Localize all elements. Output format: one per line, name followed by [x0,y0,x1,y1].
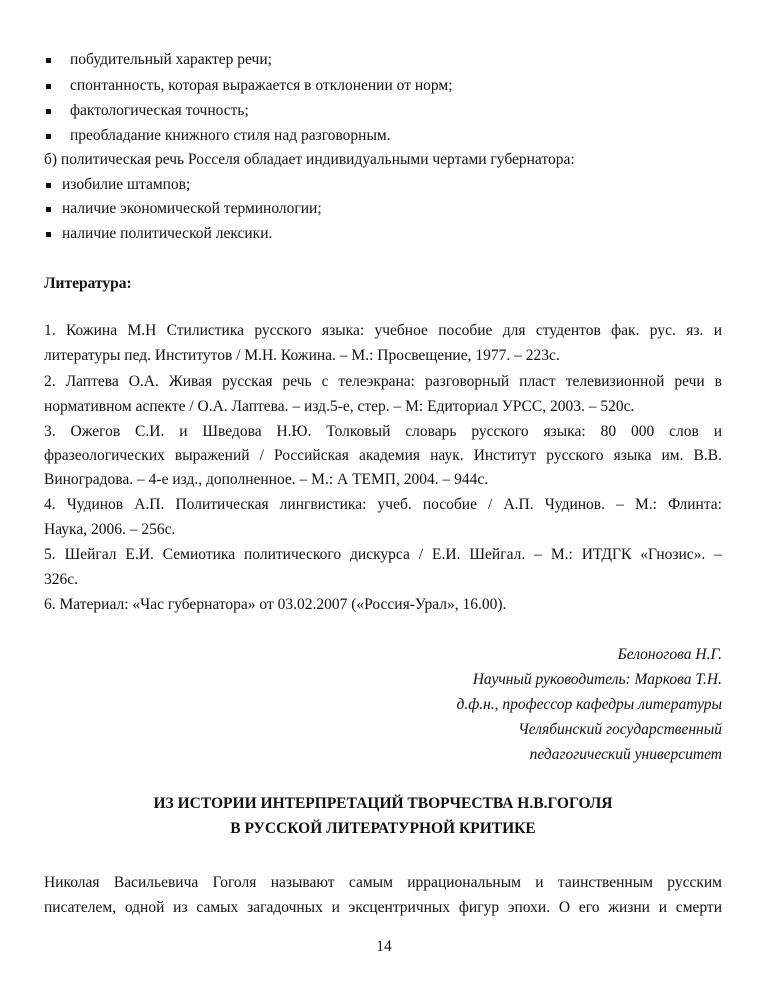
degree-line: д.ф.н., профессор кафедры литературы [456,696,722,713]
body-line: Николая Васильевича Гоголя называют самым иррациональным и таинственным русским [44,874,722,891]
reference-line: 1. Кожина М.Н Стилистика русского языка: учебное пособие для студентов фак. рус. яз. и [44,322,722,339]
bullet-square-icon [46,109,51,114]
university-line: Челябинский государственный [518,721,722,738]
article-title-line: ИЗ ИСТОРИИ ИНТЕРПРЕТАЦИЙ ТВОРЧЕСТВА Н.В.ГОГОЛЯ [153,795,613,812]
article-title-line: В РУССКОЙ ЛИТЕРАТУРНОЙ КРИТИКЕ [230,820,536,837]
university-line: педагогический университет [529,746,722,763]
reference-line: 326с. [44,571,79,588]
bullet-square-icon [46,58,51,63]
list-item: изобилие штампов; [62,176,191,193]
reference-line: Наука, 2006. – 256с. [44,521,176,538]
reference-line: фразеологических выражений / Российская академия наук. Институт русского языка им. В.В. [44,447,722,464]
bullet-square-icon [46,84,51,89]
list-item: преобладание книжного стиля над разговорным. [70,127,391,144]
list-item: наличие политической лексики. [62,225,273,242]
list-item: наличие экономической терминологии; [62,200,322,217]
literature-heading: Литература: [44,275,132,292]
author-name: Белоногова Н.Г. [617,646,722,663]
bullet-square-icon [46,183,51,188]
reference-line: 4. Чудинов А.П. Политическая лингвистика: учеб. пособие / А.П. Чудинов. – М.: Флинта: [44,496,722,513]
list-item: спонтанность, которая выражается в отклонении от норм; [70,77,453,94]
reference-line: 3. Ожегов С.И. и Шведова Н.Ю. Толковый словарь русского языка: 80 000 слов и [44,423,722,440]
body-line: писателем, одной из самых загадочных и эксцентричных фигур эпохи. О его жизни и смерти [44,899,722,916]
page-number: 14 [376,938,392,955]
list-item: побудительный характер речи; [70,51,272,68]
reference-line: 2. Лаптева О.А. Живая русская речь с телеэкрана: разговорный пласт телевизионной речи в [44,373,722,390]
bullet-square-icon [46,134,51,139]
advisor-line: Научный руководитель: Маркова Т.Н. [472,671,722,688]
reference-line: нормативном аспекте / О.А. Лаптева. – изд.5-е, стер. – М: Едиториал УРСС, 2003. – 520с. [44,398,635,415]
bullet-square-icon [46,207,51,212]
bullet-square-icon [46,232,51,237]
list-item: фактологическая точность; [70,102,249,119]
intro-b-text: б) политическая речь Росселя обладает индивидуальными чертами губернатора: [44,151,575,168]
reference-line: 5. Шейгал Е.И. Семиотика политического дискурса / Е.И. Шейгал. – М.: ИТДГК «Гнозис». – [44,546,722,563]
reference-line: литературы пед. Институтов / М.Н. Кожина. – М.: Просвещение, 1977. – 223с. [44,347,560,364]
reference-line: Виноградова. – 4-е изд., дополненное. – М.: А ТЕМП, 2004. – 944с. [44,471,489,488]
reference-line: 6. Материал: «Час губернатора» от 03.02.2007 («Россия-Урал», 16.00). [44,596,507,613]
